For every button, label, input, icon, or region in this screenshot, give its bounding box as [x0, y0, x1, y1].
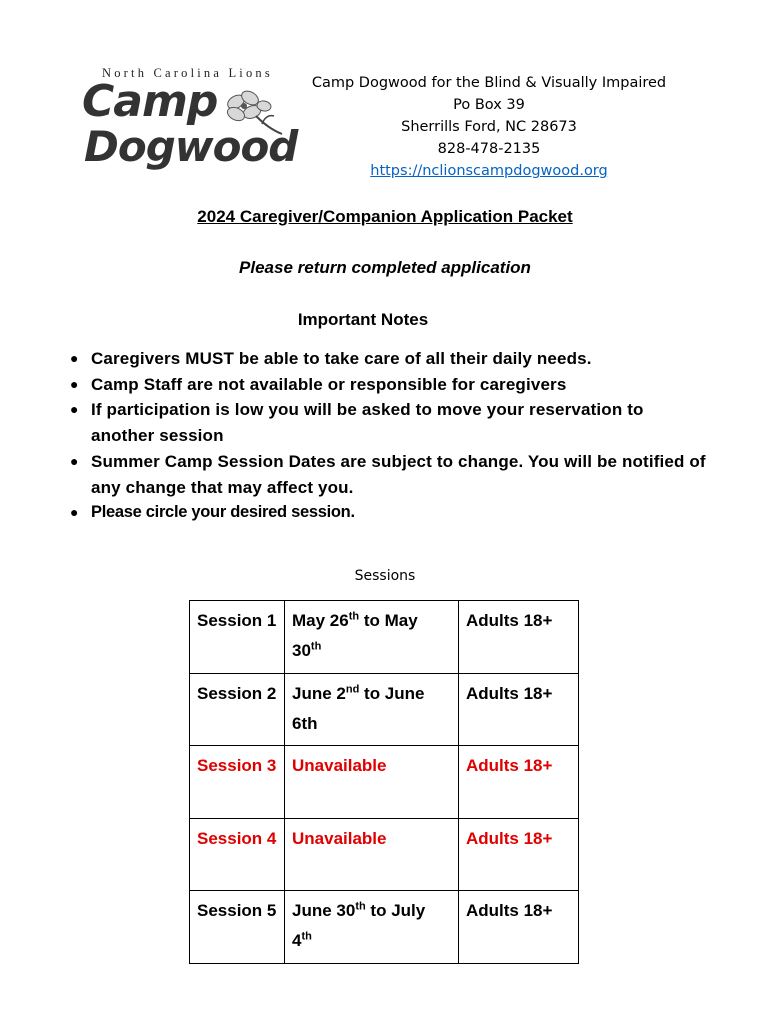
logo-word-dogwood: Dogwood: [84, 122, 298, 171]
session-dates: June 2nd to June 6th: [285, 673, 459, 746]
camp-address-block: [300, 72, 678, 182]
page-subtitle: Please return completed application: [239, 258, 531, 277]
notes-heading: Important Notes: [297, 310, 429, 329]
table-row: [190, 891, 579, 964]
logo-word-camp: Camp: [82, 76, 218, 127]
sessions-table: [189, 600, 579, 964]
table-row: [190, 746, 579, 819]
list-item: ● Camp Staff are not available or responsible for caregivers: [68, 372, 708, 398]
table-row: [190, 601, 579, 674]
session-dates: June 30th to July 4th: [285, 891, 459, 964]
session-name: Session 4: [190, 818, 285, 891]
session-name: Session 2: [190, 673, 285, 746]
session-name: Session 3: [190, 746, 285, 819]
session-status: Unavailable: [285, 818, 459, 891]
dogwood-flower-icon: [214, 84, 284, 144]
sessions-label: Sessions: [354, 568, 416, 584]
session-name: Session 5: [190, 891, 285, 964]
camp-name: Camp Dogwood for the Blind & Visually Impaired: [311, 75, 667, 91]
session-age: Adults 18+: [459, 601, 579, 674]
bullet-icon: ●: [70, 375, 79, 392]
list-item: ● Please circle your desired session.: [68, 500, 708, 526]
list-item: ● If participation is low you will be asked to move your reservation to another session: [68, 397, 708, 448]
session-age: Adults 18+: [459, 673, 579, 746]
session-age: Adults 18+: [459, 818, 579, 891]
session-dates: May 26th to May 30th: [285, 601, 459, 674]
session-status: Unavailable: [285, 746, 459, 819]
session-name: Session 1: [190, 601, 285, 674]
page-title: 2024 Caregiver/Companion Application Packet: [197, 207, 573, 226]
camp-dogwood-logo: [74, 64, 298, 180]
table-row: [190, 673, 579, 746]
bullet-icon: ●: [70, 350, 79, 366]
bullet-icon: ●: [70, 452, 79, 469]
logo-top-text: North Carolina Lions: [102, 66, 273, 80]
list-item: ● Caregivers MUST be able to take care of all their daily needs.: [68, 346, 708, 372]
phone-number: 828-478-2135: [437, 141, 541, 157]
important-notes-list: [68, 346, 708, 526]
list-item: ● Summer Camp Session Dates are subject to change. You will be notified of any change that may affect you.: [68, 449, 708, 500]
po-box: Po Box 39: [453, 97, 525, 113]
city-state-zip: Sherrills Ford, NC 28673: [401, 119, 577, 135]
session-age: Adults 18+: [459, 746, 579, 819]
session-age: Adults 18+: [459, 891, 579, 964]
table-row: [190, 818, 579, 891]
bullet-icon: ●: [70, 401, 79, 418]
bullet-icon: ●: [70, 504, 79, 521]
website-link[interactable]: https://nclionscampdogwood.org: [370, 163, 608, 179]
